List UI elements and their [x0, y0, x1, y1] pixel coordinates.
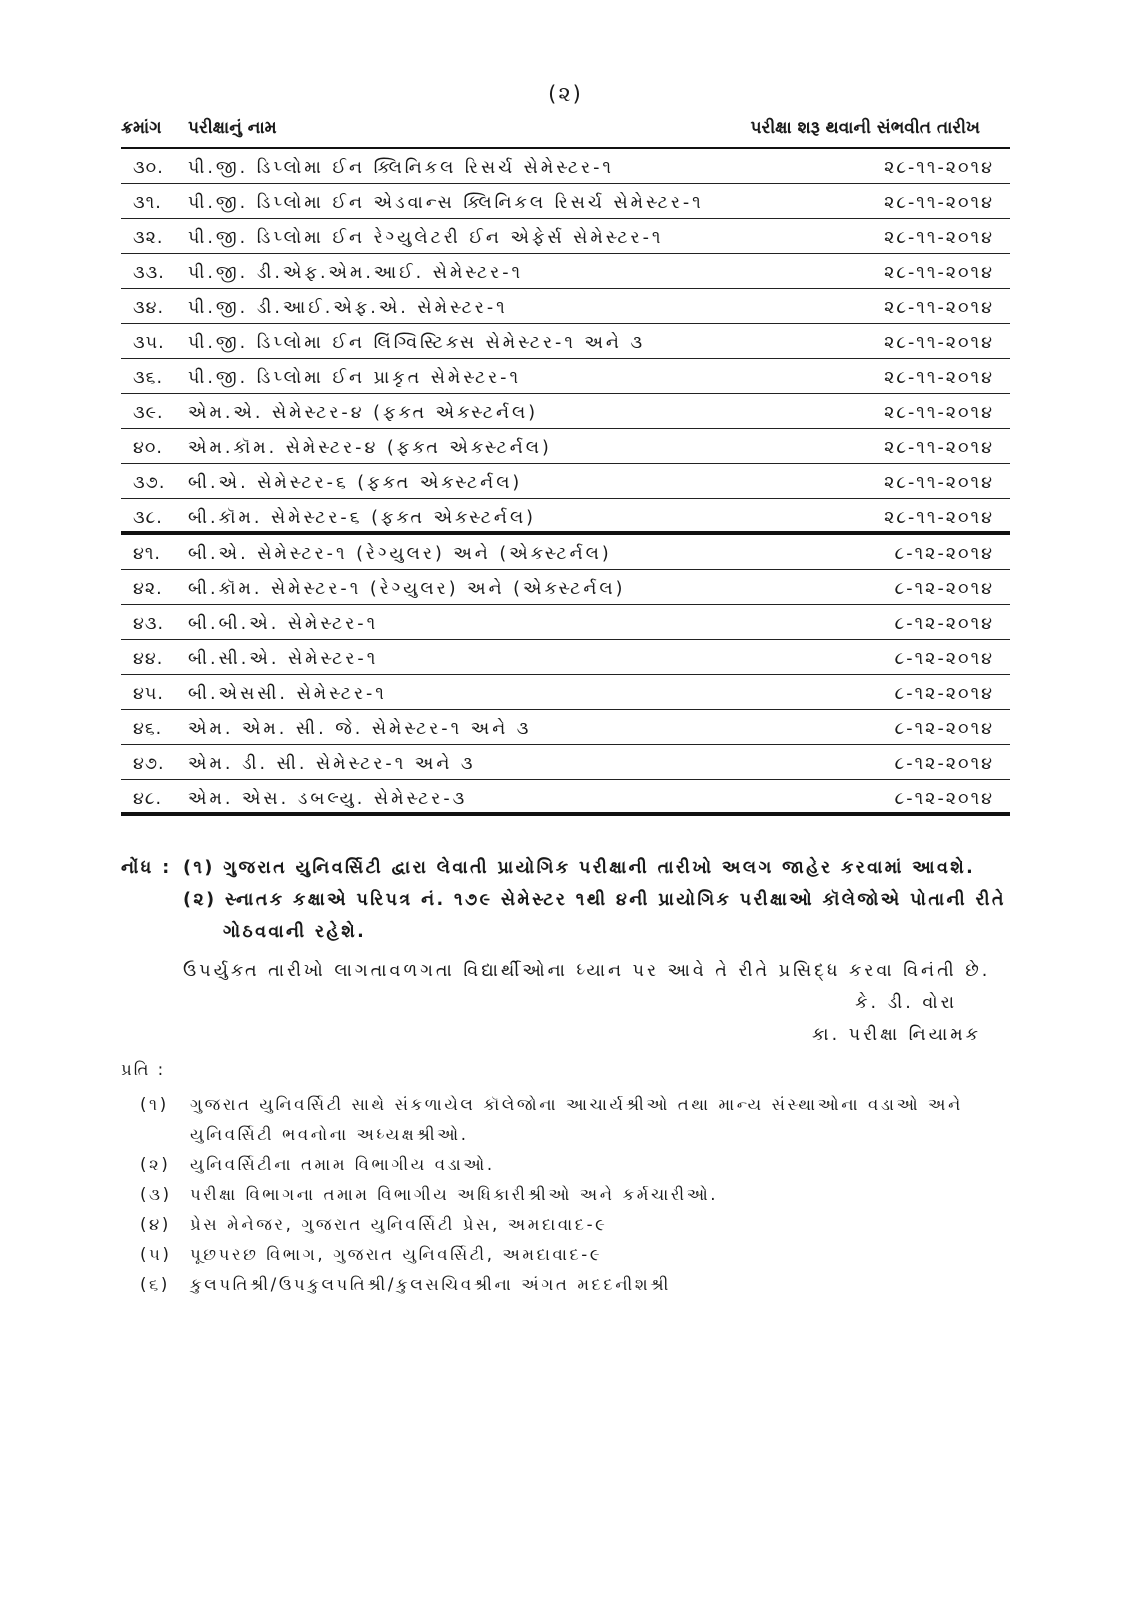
row-date: ૨૮-૧૧-૨૦૧૪ [884, 438, 994, 458]
table-row [121, 149, 1010, 184]
table-row [121, 184, 1010, 219]
row-number: ૩૪. [133, 298, 165, 318]
note-item-2-line-1: (૨) સ્નાતક કક્ષાએ પરિપત્ર નં. ૧૭૯ સેમેસ્ટર ૧થી ૪ની પ્રાયોગિક પરીક્ષાઓ કૉલેજોએ પોતાની રીતે [183, 890, 1006, 910]
row-exam-name: પી.જી. ડી.એફ.એમ.આઈ. સેમેસ્ટર-૧ [188, 263, 524, 283]
list-item-text: યુનિવર્સિટીના તમામ વિભાગીય વડાઓ. [190, 1155, 495, 1174]
table-row [121, 394, 1010, 429]
row-date: ૮-૧૨-૨૦૧૪ [894, 649, 994, 669]
table-row [121, 535, 1010, 570]
table-row [121, 429, 1010, 464]
note-item-2-line-2: ગોઠવવાની રહેશે. [223, 922, 367, 942]
row-exam-name: એમ.કૉમ. સેમેસ્ટર-૪ (ફક્ત એક્સ્ટર્નલ) [188, 438, 552, 458]
row-exam-name: પી.જી. ડિપ્લોમા ઈન એડવાન્સ ક્લિનિકલ રિસર્ચ સેમેસ્ટર-૧ [188, 193, 704, 213]
row-number: ૪૨. [133, 579, 163, 599]
row-number: ૩૧. [133, 193, 162, 213]
list-item [140, 1090, 1010, 1150]
row-exam-name: પી.જી. ડી.આઈ.એફ.એ. સેમેસ્ટર-૧ [188, 298, 508, 318]
row-exam-name: એમ. એમ. સી. જે. સેમેસ્ટર-૧ અને ૩ [188, 719, 532, 739]
row-number: ૪૩. [133, 614, 165, 634]
table-row [121, 675, 1010, 710]
row-exam-name: એમ. ડી. સી. સેમેસ્ટર-૧ અને ૩ [188, 754, 476, 774]
publication-request: ઉપર્યુક્ત તારીખો લાગતાવળગતા વિદ્યાર્થીઓના ધ્યાન પર આવે તે રીતે પ્રસિદ્ધ કરવા વિનંતી છે. [183, 961, 991, 981]
table-row [121, 570, 1010, 605]
row-number: ૪૬. [133, 719, 163, 739]
signer-name: કે. ડી. વોરા [855, 993, 957, 1013]
list-item-text: પરીક્ષા વિભાગના તમામ વિભાગીય અધિકારીશ્રીઓ અને કર્મચારીઓ. [190, 1185, 719, 1204]
row-date: ૨૮-૧૧-૨૦૧૪ [884, 193, 994, 213]
row-date: ૨૮-૧૧-૨૦૧૪ [884, 508, 994, 528]
row-exam-name: બી.એસસી. સેમેસ્ટર-૧ [188, 684, 387, 704]
row-number: ૪૫. [133, 684, 164, 704]
row-exam-name: એમ. એસ. ડબલ્યુ. સેમેસ્ટર-૩ [188, 789, 468, 809]
list-item [140, 1150, 1010, 1180]
note-item-2-wrapper [183, 884, 1011, 948]
row-date: ૨૮-૧૧-૨૦૧૪ [884, 333, 994, 353]
table-row [121, 289, 1010, 324]
row-date: ૮-૧૨-૨૦૧૪ [894, 719, 994, 739]
row-number: ૩૩. [133, 263, 165, 283]
header-probable-date: પરીક્ષા શરૂ થવાની સંભવીત તારીખ [750, 118, 980, 138]
list-item [140, 1180, 1010, 1210]
row-number: ૪૭. [133, 754, 165, 774]
row-exam-name: પી.જી. ડિપ્લોમા ઈન લિંગ્વિસ્ટિક્સ સેમેસ્ટર-૧ અને ૩ [188, 333, 646, 353]
row-exam-name: પી.જી. ડિપ્લોમા ઈન પ્રાકૃત સેમેસ્ટર-૧ [188, 368, 522, 388]
row-number: ૪૧. [133, 544, 161, 564]
row-number: ૩૨. [133, 228, 164, 248]
list-item-text: પ્રેસ મેનેજર, ગુજરાત યુનિવર્સિટી પ્રેસ, અમદાવાદ-૯ [190, 1215, 608, 1234]
table-header [121, 114, 1010, 149]
row-date: ૮-૧૨-૨૦૧૪ [894, 614, 994, 634]
row-date: ૮-૧૨-૨૦૧૪ [894, 579, 994, 599]
row-exam-name: એમ.એ. સેમેસ્ટર-૪ (ફક્ત એક્સ્ટર્નલ) [188, 403, 539, 423]
row-date: ૮-૧૨-૨૦૧૪ [894, 684, 994, 704]
row-date: ૨૮-૧૧-૨૦૧૪ [884, 368, 994, 388]
list-item [140, 1240, 1010, 1270]
list-item-number: (૨) [140, 1155, 171, 1174]
table-row [121, 640, 1010, 675]
row-number: ૪૪. [133, 649, 164, 669]
list-item [140, 1210, 1010, 1240]
table-row [121, 359, 1010, 394]
page-number: (૨) [548, 82, 583, 106]
row-exam-name: બી.સી.એ. સેમેસ્ટર-૧ [188, 649, 379, 669]
list-item-number: (૧) [140, 1095, 169, 1114]
row-date: ૨૮-૧૧-૨૦૧૪ [884, 473, 994, 493]
note-1 [121, 852, 1011, 884]
row-number: ૩૫. [133, 333, 165, 353]
distribution-label: પ્રતિ : [121, 1060, 166, 1079]
row-exam-name: બી.કૉમ. સેમેસ્ટર-૧ (રેગ્યુલર) અને (એક્સ્ટર્નલ) [188, 579, 626, 599]
note-2 [121, 884, 1011, 948]
table-row [121, 499, 1010, 535]
row-date: ૮-૧૨-૨૦૧૪ [894, 544, 994, 564]
row-number: ૩૯. [133, 403, 164, 423]
distribution-list [140, 1090, 1010, 1300]
table-row [121, 219, 1010, 254]
row-exam-name: બી.કૉમ. સેમેસ્ટર-૬ (ફક્ત એક્સ્ટર્નલ) [188, 508, 537, 528]
list-item [140, 1270, 1010, 1300]
row-number: ૩૦. [133, 158, 164, 178]
table-row [121, 710, 1010, 745]
table-row [121, 780, 1010, 816]
row-exam-name: બી.એ. સેમેસ્ટર-૬ (ફક્ત એક્સ્ટર્નલ) [188, 473, 523, 493]
row-number: ૪૮. [133, 789, 163, 809]
list-item-number: (૩) [140, 1185, 172, 1204]
list-item-text: કુલપતિશ્રી/ઉપકુલપતિશ્રી/કુલસચિવશ્રીના અંગત મદદનીશશ્રી [190, 1275, 671, 1294]
table-row [121, 464, 1010, 499]
table-row [121, 254, 1010, 289]
list-item-number: (૪) [140, 1215, 171, 1234]
row-date: ૮-૧૨-૨૦૧૪ [894, 754, 994, 774]
row-number: ૩૮. [133, 508, 163, 528]
table-row [121, 324, 1010, 359]
row-number: ૪૦. [133, 438, 163, 458]
row-exam-name: પી.જી. ડિપ્લોમા ઈન રેગ્યુલેટરી ઈન એફેર્સ સેમેસ્ટર-૧ [188, 228, 664, 248]
row-date: ૮-૧૨-૨૦૧૪ [894, 789, 994, 809]
row-date: ૨૮-૧૧-૨૦૧૪ [884, 158, 994, 178]
row-date: ૨૮-૧૧-૨૦૧૪ [884, 228, 994, 248]
list-item-text: ગુજરાત યુનિવર્સિટી સાથે સંકળાયેલ કૉલેજોના આચાર્યશ્રીઓ તથા માન્ય સંસ્થાઓના વડાઓ અને યુનિવર્સિટી ભવનોના અધ્યક્ષશ્રીઓ. [190, 1095, 963, 1144]
header-exam-name: પરીક્ષાનું નામ [188, 118, 277, 138]
note-item-1-text: (૧) ગુજરાત યુનિવર્સિટી દ્વારા લેવાતી પ્રાયોગિક પરીક્ષાની તારીખો અલગ જાહેર કરવામાં આવશે. [183, 858, 976, 878]
row-date: ૨૮-૧૧-૨૦૧૪ [884, 403, 994, 423]
table-row [121, 605, 1010, 640]
list-item-number: (૫) [140, 1245, 172, 1264]
notes-section [121, 852, 1011, 1050]
row-date: ૨૮-૧૧-૨૦૧૪ [884, 298, 994, 318]
list-item-text: પૂછપરછ વિભાગ, ગુજરાત યુનિવર્સિટી, અમદાવાદ-૯ [190, 1245, 603, 1264]
row-exam-name: બી.એ. સેમેસ્ટર-૧ (રેગ્યુલર) અને (એક્સ્ટર્નલ) [188, 544, 612, 564]
exam-schedule-table [121, 114, 1010, 816]
note-label: નોંધ : [121, 858, 172, 878]
signer-title: કા. પરીક્ષા નિયામક [811, 1025, 981, 1045]
row-exam-name: પી.જી. ડિપ્લોમા ઈન ક્લિનિકલ રિસર્ચ સેમેસ્ટર-૧ [188, 158, 614, 178]
header-serial-number: ક્રમાંગ [121, 118, 162, 138]
table-row [121, 745, 1010, 780]
row-number: ૩૬. [133, 368, 164, 388]
row-number: ૩૭. [133, 473, 166, 493]
row-date: ૨૮-૧૧-૨૦૧૪ [884, 263, 994, 283]
list-item-number: (૬) [140, 1275, 170, 1294]
row-exam-name: બી.બી.એ. સેમેસ્ટર-૧ [188, 614, 379, 634]
